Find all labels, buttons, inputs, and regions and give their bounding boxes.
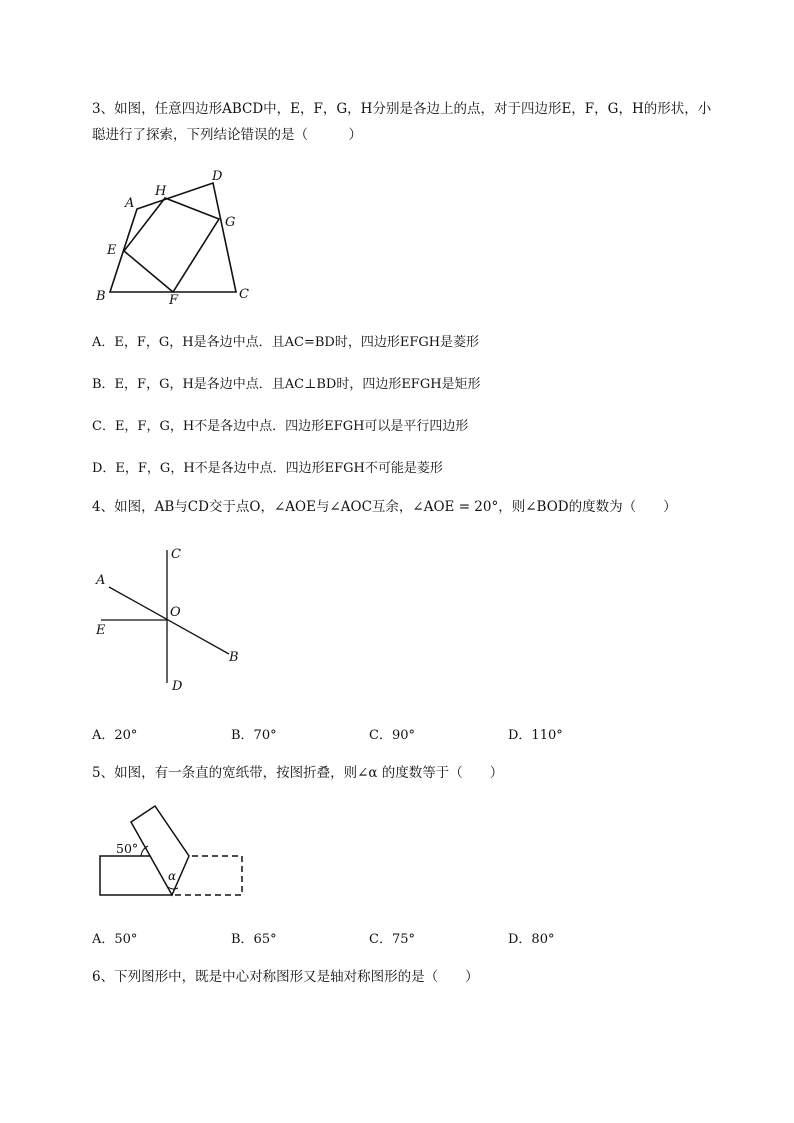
q4-label-e: E bbox=[96, 623, 106, 638]
q3-label-d: D bbox=[212, 169, 223, 184]
q3-stem-line2: 聪进行了探索，下列结论错误的是（ ） bbox=[92, 127, 362, 143]
q6-stem bbox=[92, 964, 742, 990]
q3-option-c[interactable]: C．E，F，G，H不是各边中点．四边形EFGH可以是平行四边形 bbox=[92, 419, 469, 434]
q5-option-b[interactable]: B．65° bbox=[231, 932, 277, 947]
q3-option-b[interactable]: B．E，F，G，H是各边中点．且AC⊥BD时，四边形EFGH是矩形 bbox=[92, 377, 481, 392]
q4-stem-line1: 4、如图，AB与CD交于点O，∠AOE与∠AOC互余，∠AOE = 20°，则∠BOD的度数为（ ） bbox=[92, 499, 677, 515]
q4-option-b[interactable]: B．70° bbox=[231, 728, 277, 743]
q3-option-a[interactable]: A．E，F，G，H是各边中点．且AC=BD时，四边形EFGH是菱形 bbox=[92, 335, 480, 350]
q3-label-c: C bbox=[239, 287, 249, 302]
q5-stem-line1: 5、如图，有一条直的宽纸带，按图折叠，则∠α 的度数等于（ ） bbox=[92, 765, 504, 781]
q5-option-a[interactable]: A．50° bbox=[92, 932, 138, 947]
q3-label-b: B bbox=[96, 289, 106, 304]
q5-angle-label-alpha: α bbox=[168, 869, 177, 883]
q3-quadrilateral-figure bbox=[90, 165, 260, 310]
q4-label-c: C bbox=[171, 547, 181, 562]
q3-label-a: A bbox=[125, 196, 135, 211]
q4-label-d: D bbox=[172, 679, 183, 694]
q3-label-f: F bbox=[169, 293, 179, 308]
q3-stem bbox=[92, 96, 742, 148]
q4-label-b: B bbox=[229, 650, 239, 665]
q4-option-d[interactable]: D．110° bbox=[508, 728, 563, 743]
q5-folded-strip-figure bbox=[95, 800, 250, 900]
q3-label-g: G bbox=[225, 215, 236, 230]
q5-option-c[interactable]: C．75° bbox=[369, 932, 415, 947]
q4-label-a: A bbox=[96, 573, 106, 588]
q4-stem bbox=[92, 494, 742, 520]
q3-label-h: H bbox=[155, 184, 167, 199]
q3-quad-efgh bbox=[124, 198, 219, 292]
q4-label-o: O bbox=[170, 605, 181, 620]
q4-intersecting-lines-figure bbox=[92, 545, 242, 695]
q5-strip-folded bbox=[131, 806, 189, 895]
q4-option-c[interactable]: C．90° bbox=[369, 728, 415, 743]
q3-stem-line1: 3、如图，任意四边形ABCD中，E，F，G，H分别是各边上的点，对于四边形E，F，G，H的形状，小 bbox=[92, 101, 712, 117]
q6-stem-line1: 6、下列图形中，既是中心对称图形又是轴对称图形的是（ ） bbox=[92, 969, 479, 985]
q3-option-d[interactable]: D．E，F，G，H不是各边中点．四边形EFGH不可能是菱形 bbox=[92, 461, 443, 476]
q5-stem bbox=[92, 760, 742, 786]
q4-option-a[interactable]: A．20° bbox=[92, 728, 138, 743]
q5-option-d[interactable]: D．80° bbox=[508, 932, 555, 947]
q3-label-e: E bbox=[107, 243, 117, 258]
q5-angle-label-50: 50° bbox=[116, 841, 139, 856]
